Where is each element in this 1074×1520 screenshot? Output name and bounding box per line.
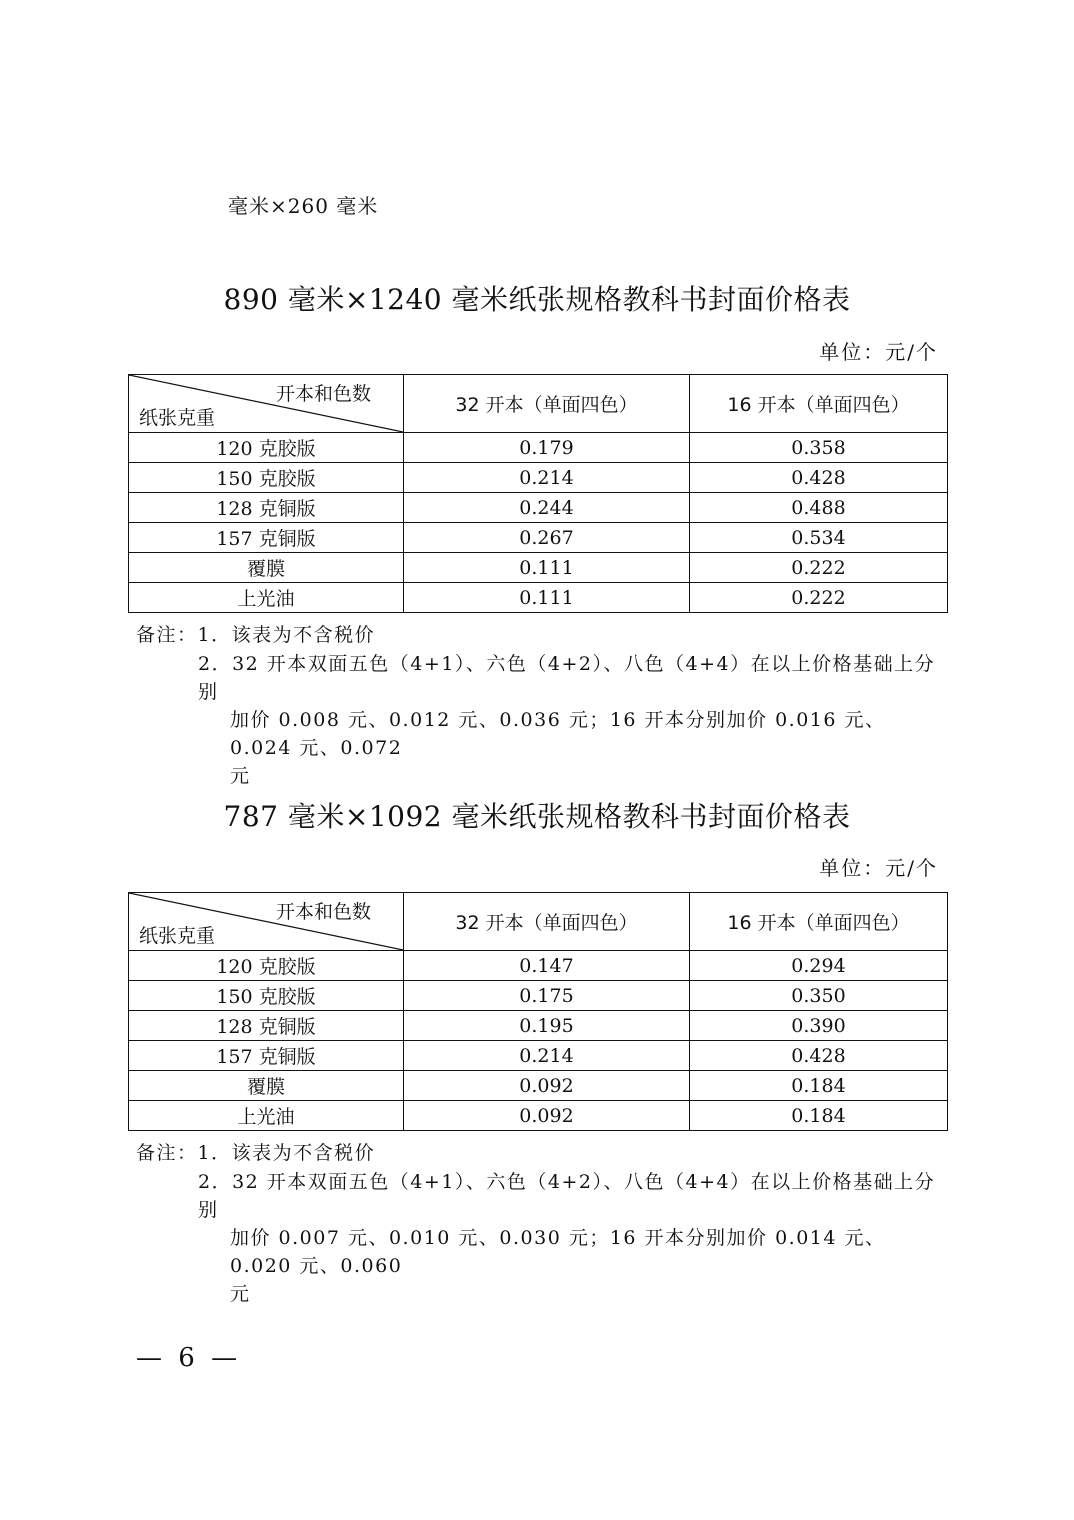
note-1: 备注：1．该表为不含税价 bbox=[136, 1142, 376, 1164]
note-2-line-1: 2．32 开本双面五色（4+1）、六色（4+2）、八色（4+4）在以上价格基础上分别 bbox=[198, 1171, 936, 1221]
price-cell: 0.214 bbox=[404, 463, 690, 493]
table-title-787x1092: 787 毫米×1092 毫米纸张规格教科书封面价格表 bbox=[223, 800, 851, 833]
price-cell: 0.488 bbox=[690, 493, 948, 523]
row-label: 120 克胶版 bbox=[129, 951, 404, 981]
note-2-line-2: 加价 0.007 元、0.010 元、0.030 元；16 开本分别加价 0.014 元、0.020 元、0.060 bbox=[230, 1227, 886, 1277]
table-row bbox=[129, 981, 948, 1011]
price-cell: 0.111 bbox=[404, 583, 690, 613]
corner-bottom-label: 纸张克重 bbox=[139, 407, 216, 429]
note-1: 备注：1．该表为不含税价 bbox=[136, 624, 376, 646]
corner-bottom-label: 纸张克重 bbox=[139, 925, 216, 947]
price-cell: 0.147 bbox=[404, 951, 690, 981]
table-row bbox=[129, 553, 948, 583]
price-cell: 0.092 bbox=[404, 1071, 690, 1101]
row-label: 128 克铜版 bbox=[129, 1011, 404, 1041]
diagonal-header-cell bbox=[129, 375, 404, 433]
row-label: 120 克胶版 bbox=[129, 433, 404, 463]
price-cell: 0.390 bbox=[690, 1011, 948, 1041]
price-cell: 0.222 bbox=[690, 553, 948, 583]
table-header-row bbox=[129, 893, 948, 951]
continuation-text: 毫米×260 毫米 bbox=[228, 194, 379, 218]
note-2 bbox=[198, 1168, 943, 1308]
table-row bbox=[129, 1011, 948, 1041]
price-cell: 0.350 bbox=[690, 981, 948, 1011]
table-row bbox=[129, 1041, 948, 1071]
price-cell: 0.222 bbox=[690, 583, 948, 613]
column-header-32: 32 开本（单面四色） bbox=[404, 893, 690, 951]
table-row bbox=[129, 1071, 948, 1101]
table-row bbox=[129, 523, 948, 553]
unit-label: 单位：元/个 bbox=[819, 340, 938, 364]
row-label: 上光油 bbox=[129, 1101, 404, 1131]
row-label: 128 克铜版 bbox=[129, 493, 404, 523]
table-row bbox=[129, 463, 948, 493]
price-cell: 0.175 bbox=[404, 981, 690, 1011]
price-cell: 0.534 bbox=[690, 523, 948, 553]
price-cell: 0.092 bbox=[404, 1101, 690, 1131]
corner-top-label: 开本和色数 bbox=[275, 901, 371, 923]
note-2-line-3: 元 bbox=[230, 1283, 251, 1305]
table-row bbox=[129, 1101, 948, 1131]
price-table-890x1240 bbox=[128, 374, 948, 613]
unit-label: 单位：元/个 bbox=[819, 856, 938, 880]
price-cell: 0.195 bbox=[404, 1011, 690, 1041]
price-cell: 0.184 bbox=[690, 1101, 948, 1131]
price-cell: 0.267 bbox=[404, 523, 690, 553]
table-row bbox=[129, 951, 948, 981]
diagonal-header-cell bbox=[129, 893, 404, 951]
column-header-16: 16 开本（单面四色） bbox=[690, 893, 948, 951]
note-2-line-2: 加价 0.008 元、0.012 元、0.036 元；16 开本分别加价 0.016 元、0.024 元、0.072 bbox=[230, 709, 886, 759]
price-cell: 0.294 bbox=[690, 951, 948, 981]
note-2-line-3: 元 bbox=[230, 765, 251, 787]
price-cell: 0.244 bbox=[404, 493, 690, 523]
price-cell: 0.179 bbox=[404, 433, 690, 463]
price-cell: 0.214 bbox=[404, 1041, 690, 1071]
row-label: 150 克胶版 bbox=[129, 463, 404, 493]
price-cell: 0.428 bbox=[690, 1041, 948, 1071]
table-title-890x1240: 890 毫米×1240 毫米纸张规格教科书封面价格表 bbox=[223, 283, 851, 316]
table-row bbox=[129, 583, 948, 613]
price-table-787x1092 bbox=[128, 892, 948, 1131]
row-label: 覆膜 bbox=[129, 553, 404, 583]
row-label: 157 克铜版 bbox=[129, 523, 404, 553]
price-cell: 0.111 bbox=[404, 553, 690, 583]
row-label: 上光油 bbox=[129, 583, 404, 613]
price-cell: 0.428 bbox=[690, 463, 948, 493]
row-label: 覆膜 bbox=[129, 1071, 404, 1101]
note-2-line-1: 2．32 开本双面五色（4+1）、六色（4+2）、八色（4+4）在以上价格基础上分别 bbox=[198, 653, 936, 703]
price-cell: 0.184 bbox=[690, 1071, 948, 1101]
table-row bbox=[129, 493, 948, 523]
column-header-32: 32 开本（单面四色） bbox=[404, 375, 690, 433]
corner-top-label: 开本和色数 bbox=[275, 383, 371, 405]
row-label: 150 克胶版 bbox=[129, 981, 404, 1011]
note-2 bbox=[198, 650, 943, 790]
table-row bbox=[129, 433, 948, 463]
table-header-row bbox=[129, 375, 948, 433]
row-label: 157 克铜版 bbox=[129, 1041, 404, 1071]
column-header-16: 16 开本（单面四色） bbox=[690, 375, 948, 433]
price-cell: 0.358 bbox=[690, 433, 948, 463]
page-number: — 6 — bbox=[136, 1343, 242, 1373]
